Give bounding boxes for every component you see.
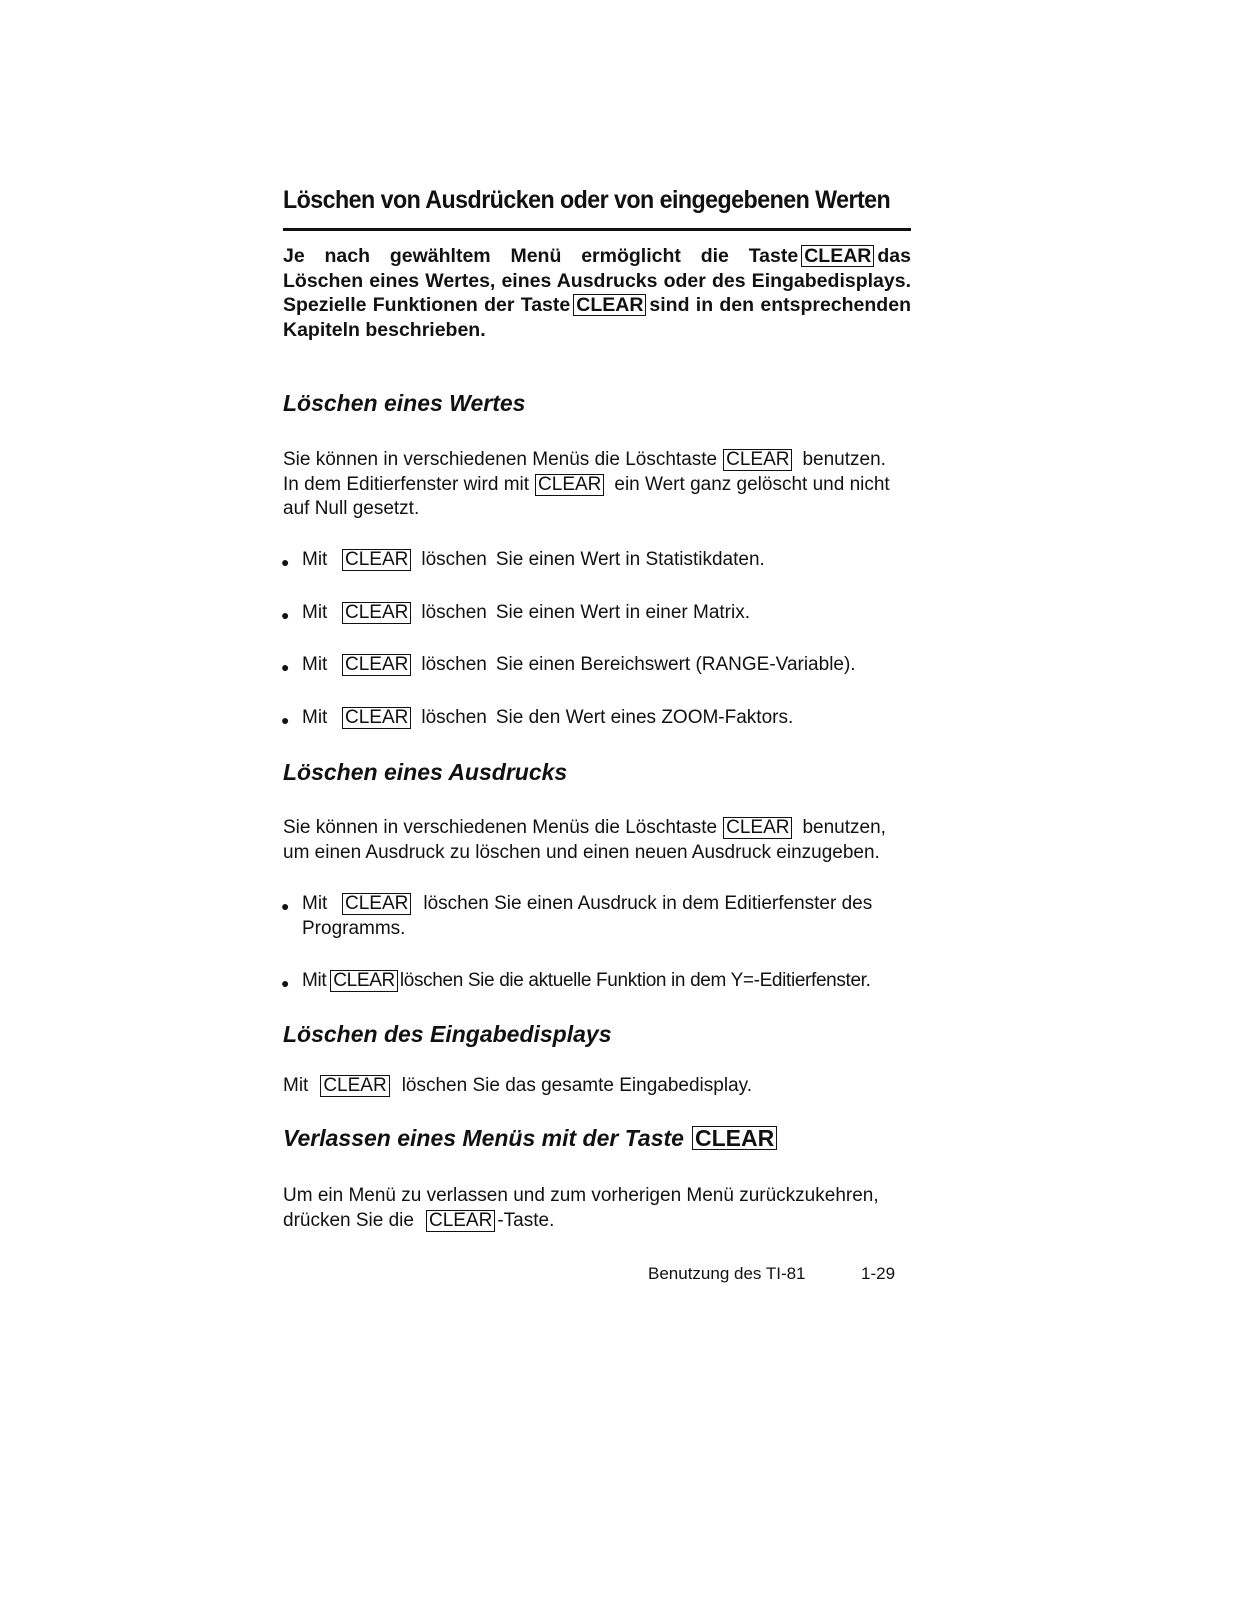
clear-key: CLEAR <box>342 549 411 571</box>
clear-key: CLEAR <box>330 970 398 992</box>
bullet-text <box>302 653 856 678</box>
paragraph-line <box>283 816 911 841</box>
bullet-text <box>302 601 750 626</box>
intro-line-3 <box>283 293 911 318</box>
intro-text: das <box>877 245 911 267</box>
bullet-rest: Sie einen Bereichswert (RANGE-Variable). <box>495 654 856 675</box>
clear-key: CLEAR <box>342 707 411 729</box>
paragraph-text: Sie können in verschiedenen Menüs die Löschtaste <box>283 449 718 470</box>
paragraph-line: Um ein Menü zu verlassen und zum vorherigen Menü zurückzukehren, <box>283 1185 879 1206</box>
page-number: 1-29 <box>861 1264 896 1283</box>
intro-line-4: Kapiteln beschrieben. <box>283 318 486 341</box>
paragraph-text: -Taste. <box>497 1209 555 1231</box>
section-expression-paragraph <box>283 816 911 865</box>
bullet-verb: löschen <box>421 654 487 675</box>
clear-key: CLEAR <box>573 294 646 316</box>
intro-line-1 <box>283 244 911 269</box>
intro-text: Spezielle Funktionen der Taste <box>283 294 571 316</box>
bullet-rest: Sie den Wert eines ZOOM-Faktors. <box>495 707 794 728</box>
paragraph-text: löschen Sie das gesamte Eingabedisplay. <box>401 1075 752 1096</box>
paragraph-text: Mit <box>283 1075 309 1096</box>
clear-key: CLEAR <box>342 893 411 915</box>
bullet-rest: löschen Sie die aktuelle Funktion in dem Y=-Editierfenster. <box>399 970 871 991</box>
paragraph-line <box>283 1074 911 1099</box>
paragraph-text: benutzen. <box>802 449 886 470</box>
paragraph-line <box>283 1209 911 1234</box>
intro-text: Je nach gewähltem Menü ermöglicht die Taste <box>283 245 799 267</box>
bullet-mit: Mit <box>302 654 328 675</box>
paragraph-text: ein Wert ganz gelöscht und nicht <box>614 473 890 495</box>
clear-key: CLEAR <box>320 1075 389 1097</box>
page-title: Löschen von Ausdrücken oder von eingegebenen Werten <box>283 186 891 214</box>
bullet-rest: Sie einen Wert in Statistikdaten. <box>495 549 765 570</box>
bullet-text <box>302 969 871 994</box>
intro-paragraph <box>283 244 911 342</box>
bullet-rest: löschen Sie einen Ausdruck in dem Editierfenster des <box>423 893 873 914</box>
section-heading-expression: Löschen eines Ausdrucks <box>283 759 568 785</box>
bullet-icon: ● <box>281 554 290 570</box>
paragraph-line: auf Null gesetzt. <box>283 498 420 519</box>
bullet-mit: Mit <box>302 707 328 728</box>
section-heading-display: Löschen des Eingabedisplays <box>283 1021 612 1047</box>
bullet-icon: ● <box>281 898 290 914</box>
paragraph-text: benutzen, <box>802 817 886 838</box>
bullet-text <box>302 548 765 573</box>
bullet-icon: ● <box>281 607 290 623</box>
clear-key: CLEAR <box>535 474 604 496</box>
clear-key: CLEAR <box>342 602 411 624</box>
clear-key: CLEAR <box>692 1126 777 1150</box>
bullet-mit: Mit <box>302 549 328 570</box>
intro-text: sind in den entsprechenden <box>649 294 911 316</box>
bullet-text <box>302 892 872 941</box>
bullet-verb: löschen <box>421 549 487 570</box>
manual-page <box>283 0 915 1600</box>
heading-text: Verlassen eines Menüs mit der Taste <box>283 1125 684 1151</box>
section-heading-value: Löschen eines Wertes <box>283 390 526 416</box>
section-display-paragraph <box>283 1074 911 1099</box>
clear-key: CLEAR <box>723 449 792 471</box>
paragraph-line <box>283 473 911 498</box>
clear-key: CLEAR <box>723 817 792 839</box>
bullet-icon: ● <box>281 659 290 675</box>
clear-key: CLEAR <box>342 654 411 676</box>
bullet-mit: Mit <box>302 970 327 991</box>
bullet-mit: Mit <box>302 893 328 914</box>
clear-key: CLEAR <box>426 1210 495 1232</box>
paragraph-text: Sie können in verschiedenen Menüs die Löschtaste <box>283 817 718 838</box>
clear-key: CLEAR <box>801 245 874 267</box>
paragraph-line <box>283 448 911 473</box>
page-footer <box>648 1264 898 1284</box>
paragraph-text: In dem Editierfenster wird mit <box>283 473 530 495</box>
bullet-mit: Mit <box>302 602 328 623</box>
bullet-text <box>302 706 793 731</box>
bullet-icon: ● <box>281 975 290 991</box>
section-value-paragraph <box>283 448 911 522</box>
footer-title: Benutzung des TI-81 <box>648 1264 806 1283</box>
bullet-rest: Sie einen Wert in einer Matrix. <box>495 602 751 623</box>
bullet-verb: löschen <box>421 602 487 623</box>
paragraph-line: um einen Ausdruck zu löschen und einen neuen Ausdruck einzugeben. <box>283 841 880 863</box>
intro-line-2: Löschen eines Wertes, eines Ausdrucks oder des Eingabedisplays. <box>283 269 911 292</box>
bullet-verb: löschen <box>421 707 487 728</box>
bullet-icon: ● <box>281 712 290 728</box>
title-rule <box>283 228 911 231</box>
section-exit-paragraph <box>283 1184 911 1233</box>
bullet-continuation: Programms. <box>302 917 406 939</box>
section-heading-exit <box>283 1125 777 1152</box>
paragraph-text: drücken Sie die <box>283 1209 414 1231</box>
